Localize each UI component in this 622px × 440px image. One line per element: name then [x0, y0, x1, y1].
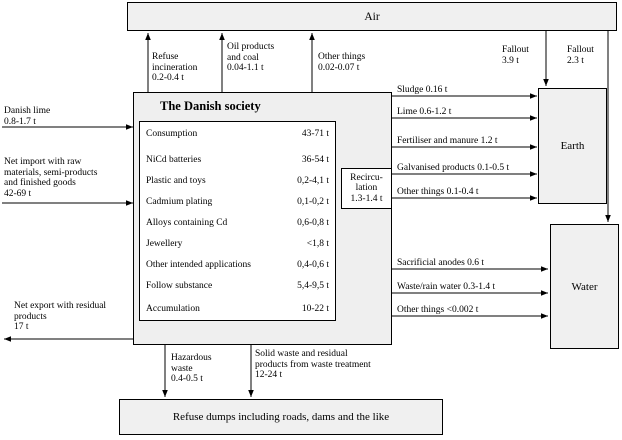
refuse-dumps-label: Refuse dumps including roads, dams and the like: [172, 411, 390, 423]
flow-sludge: Sludge 0.16 t: [397, 85, 448, 95]
flow-other-to-earth: Other things 0.1-0.4 t: [397, 187, 479, 197]
fallout-earth-label: Fallout 3.9 t: [502, 45, 529, 66]
flow-sacrificial-anodes: Sacrificial anodes 0.6 t: [397, 258, 485, 268]
consumption-row: Consumption 43-71 t: [146, 129, 329, 139]
net-import-label: Net import with raw materials, semi-products and finished goods 42-69 t: [4, 157, 98, 199]
refuse-dumps-box: [119, 399, 443, 435]
water-box: [550, 224, 619, 349]
water-label: Water: [571, 280, 598, 293]
flow-galvanised: Galvanised products 0.1-0.5 t: [397, 163, 510, 173]
danish-society-title: The Danish society: [160, 99, 261, 113]
danish-lime-label: Danish lime 0.8-1.7 t: [4, 106, 51, 127]
flow-fertiliser: Fertiliser and manure 1.2 t: [397, 136, 498, 146]
oil-products-label: Oil products and coal 0.04-1.1 t: [227, 42, 275, 73]
item-nicd-batteries: NiCd batteries 36-54 t: [146, 155, 329, 165]
accumulation-row: Accumulation 10-22 t: [146, 304, 329, 314]
other-to-air-label: Other things 0.02-0.07 t: [318, 52, 366, 73]
net-export-label: Net export with residual products 17 t: [14, 301, 107, 332]
society-inner-list: [139, 121, 336, 321]
item-other-intended: Other intended applications 0,4-0,6 t: [146, 260, 329, 270]
hazardous-waste-label: Hazardous waste 0.4-0.5 t: [171, 353, 212, 384]
earth-label: Earth: [560, 140, 585, 152]
recirculation-box: Recircu- lation 1.3-1.4 t: [341, 168, 392, 209]
flow-other-to-water: Other things <0.002 t: [397, 305, 479, 315]
item-plastic-toys: Plastic and toys 0,2-4,1 t: [146, 176, 329, 186]
item-jewellery: Jewellery <1,8 t: [146, 239, 329, 249]
fallout-water-label: Fallout 2.3 t: [567, 45, 594, 66]
item-alloys: Alloys containing Cd 0,6-0,8 t: [146, 218, 329, 228]
refuse-incineration-label: Refuse incineration 0.2-0.4 t: [152, 52, 198, 83]
earth-box: [538, 88, 607, 204]
air-box: [127, 2, 617, 31]
solid-waste-label: Solid waste and residual products from waste treatment 12-24 t: [255, 349, 371, 380]
item-follow-substance: Follow substance 5,4-9,5 t: [146, 281, 329, 291]
air-label: Air: [364, 10, 380, 23]
flow-lime: Lime 0.6-1.2 t: [397, 107, 452, 117]
item-cadmium-plating: Cadmium plating 0,1-0,2 t: [146, 197, 329, 207]
flow-waste-rain-water: Waste/rain water 0.3-1.4 t: [397, 282, 496, 292]
